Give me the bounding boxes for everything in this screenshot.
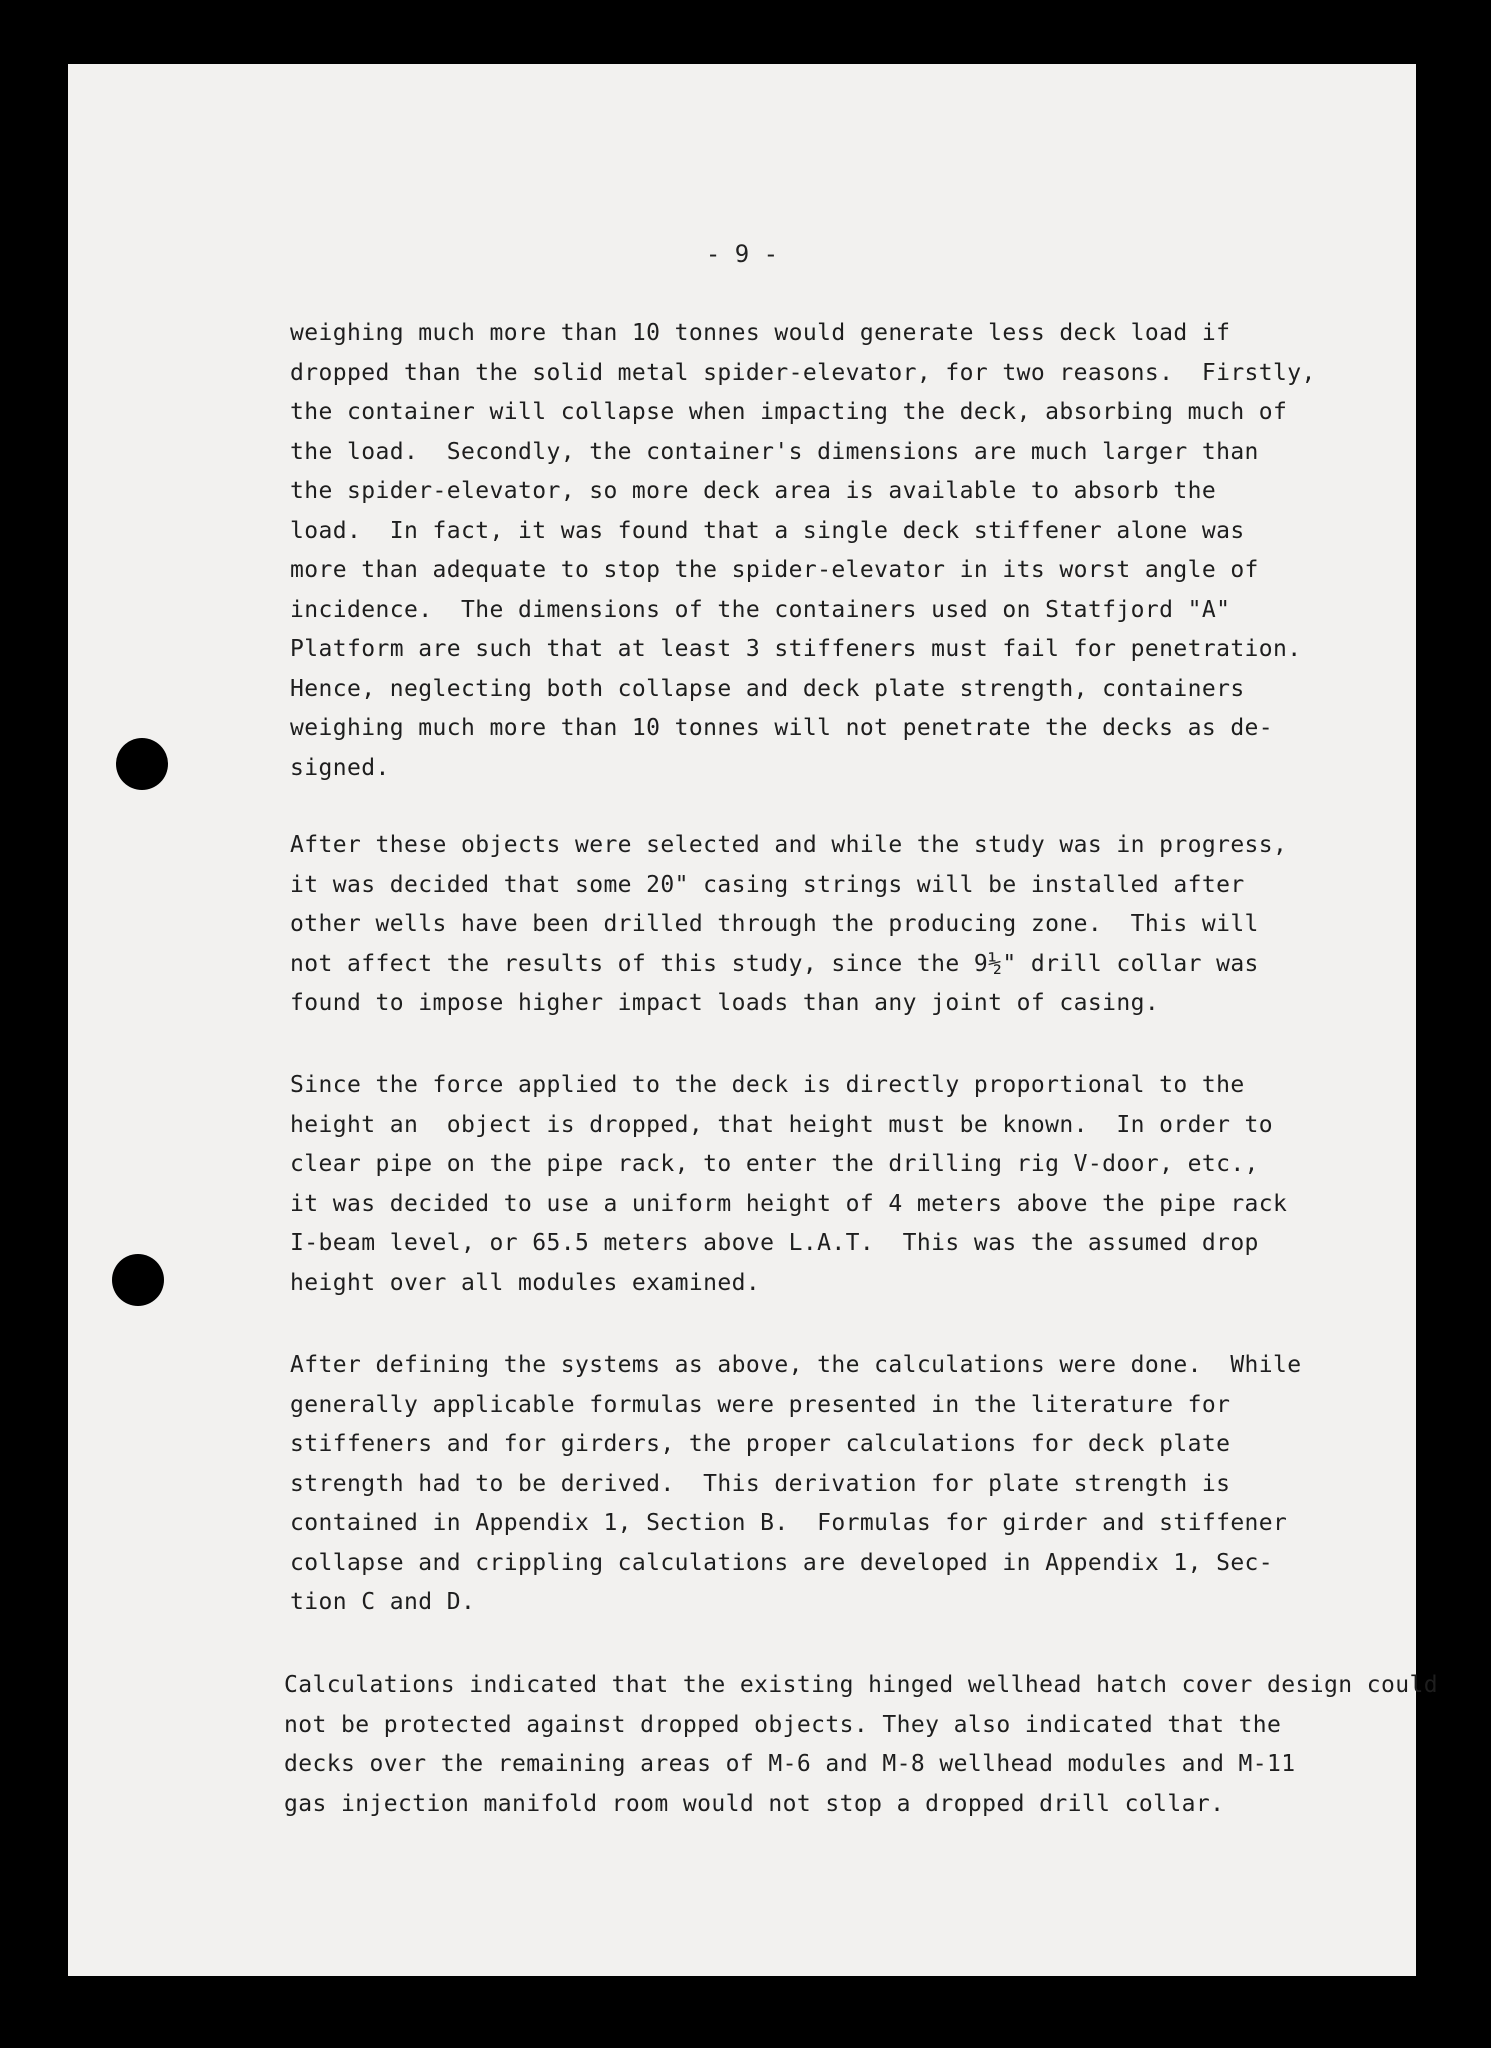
paragraph-4 — [290, 1346, 1302, 1623]
text-line: it was decided that some 20" casing strings will be installed after — [290, 871, 1245, 898]
page-number: - 9 - — [705, 240, 779, 268]
text-line: the spider-elevator, so more deck area is available to absorb the — [290, 478, 1217, 504]
text-line: Since the force applied to the deck is directly proportional to the — [290, 1072, 1245, 1098]
page-content — [68, 64, 1439, 1976]
text-line: generally applicable formulas were presented in the literature for — [290, 1391, 1231, 1418]
text-line: the load. Secondly, the container's dimensions are much larger than — [290, 438, 1259, 465]
text-line: signed. — [290, 754, 390, 781]
text-line: gas injection manifold room would not stop a dropped drill collar. — [284, 1790, 1225, 1817]
text-line: weighing much more than 10 tonnes will not penetrate the decks as de- — [290, 715, 1274, 741]
text-line: Hence, neglecting both collapse and deck plate strength, containers — [290, 675, 1245, 702]
text-line: incidence. The dimensions of the containers used on Statfjord "A" — [290, 596, 1231, 623]
text-line: more than adequate to stop the spider-elevator in its worst angle of — [290, 557, 1259, 583]
text-line: contained in Appendix 1, Section B. Formulas for girder and stiffener — [290, 1510, 1288, 1536]
text-line: height over all modules examined. — [290, 1269, 761, 1296]
text-line: found to impose higher impact loads than any joint of casing. — [290, 990, 1160, 1016]
text-line: load. In fact, it was found that a single deck stiffener alone was — [290, 517, 1245, 544]
text-line: strength had to be derived. This derivation for plate strength is — [290, 1470, 1231, 1497]
text-line: Calculations indicated that the existing hinged wellhead hatch cover design could — [284, 1672, 1439, 1698]
text-line: dropped than the solid metal spider-elevator, for two reasons. Firstly, — [290, 359, 1316, 386]
text-line: decks over the remaining areas of M-6 and M-8 wellhead modules and M-11 — [284, 1751, 1296, 1777]
text-line: collapse and crippling calculations are developed in Appendix 1, Sec- — [290, 1549, 1274, 1576]
text-line: tion C and D. — [290, 1589, 476, 1615]
paragraph-3 — [290, 1066, 1287, 1303]
text-line: not affect the results of this study, since the 9½" drill collar was — [290, 950, 1259, 977]
paragraph-1 — [290, 314, 1316, 788]
paragraph-5 — [284, 1666, 1438, 1824]
text-line: the container will collapse when impacting the deck, absorbing much of — [290, 399, 1288, 425]
text-line: After these objects were selected and while the study was in progress, — [290, 832, 1288, 858]
text-line: not be protected against dropped objects. They also indicated that the — [284, 1711, 1282, 1738]
paragraph-2 — [290, 826, 1287, 1024]
text-line: weighing much more than 10 tonnes would generate less deck load if — [290, 320, 1231, 346]
text-line: height an object is dropped, that height must be known. In order to — [290, 1111, 1274, 1138]
text-line: Platform are such that at least 3 stiffeners must fail for penetration. — [290, 636, 1302, 662]
text-line: I-beam level, or 65.5 meters above L.A.T. This was the assumed drop — [290, 1230, 1259, 1256]
text-line: other wells have been drilled through the producing zone. This will — [290, 911, 1259, 937]
text-line: stiffeners and for girders, the proper calculations for deck plate — [290, 1431, 1231, 1457]
text-line: After defining the systems as above, the calculations were done. While — [290, 1352, 1302, 1378]
text-line: it was decided to use a uniform height of 4 meters above the pipe rack — [290, 1190, 1288, 1217]
text-line: clear pipe on the pipe rack, to enter the drilling rig V-door, etc., — [290, 1151, 1259, 1177]
